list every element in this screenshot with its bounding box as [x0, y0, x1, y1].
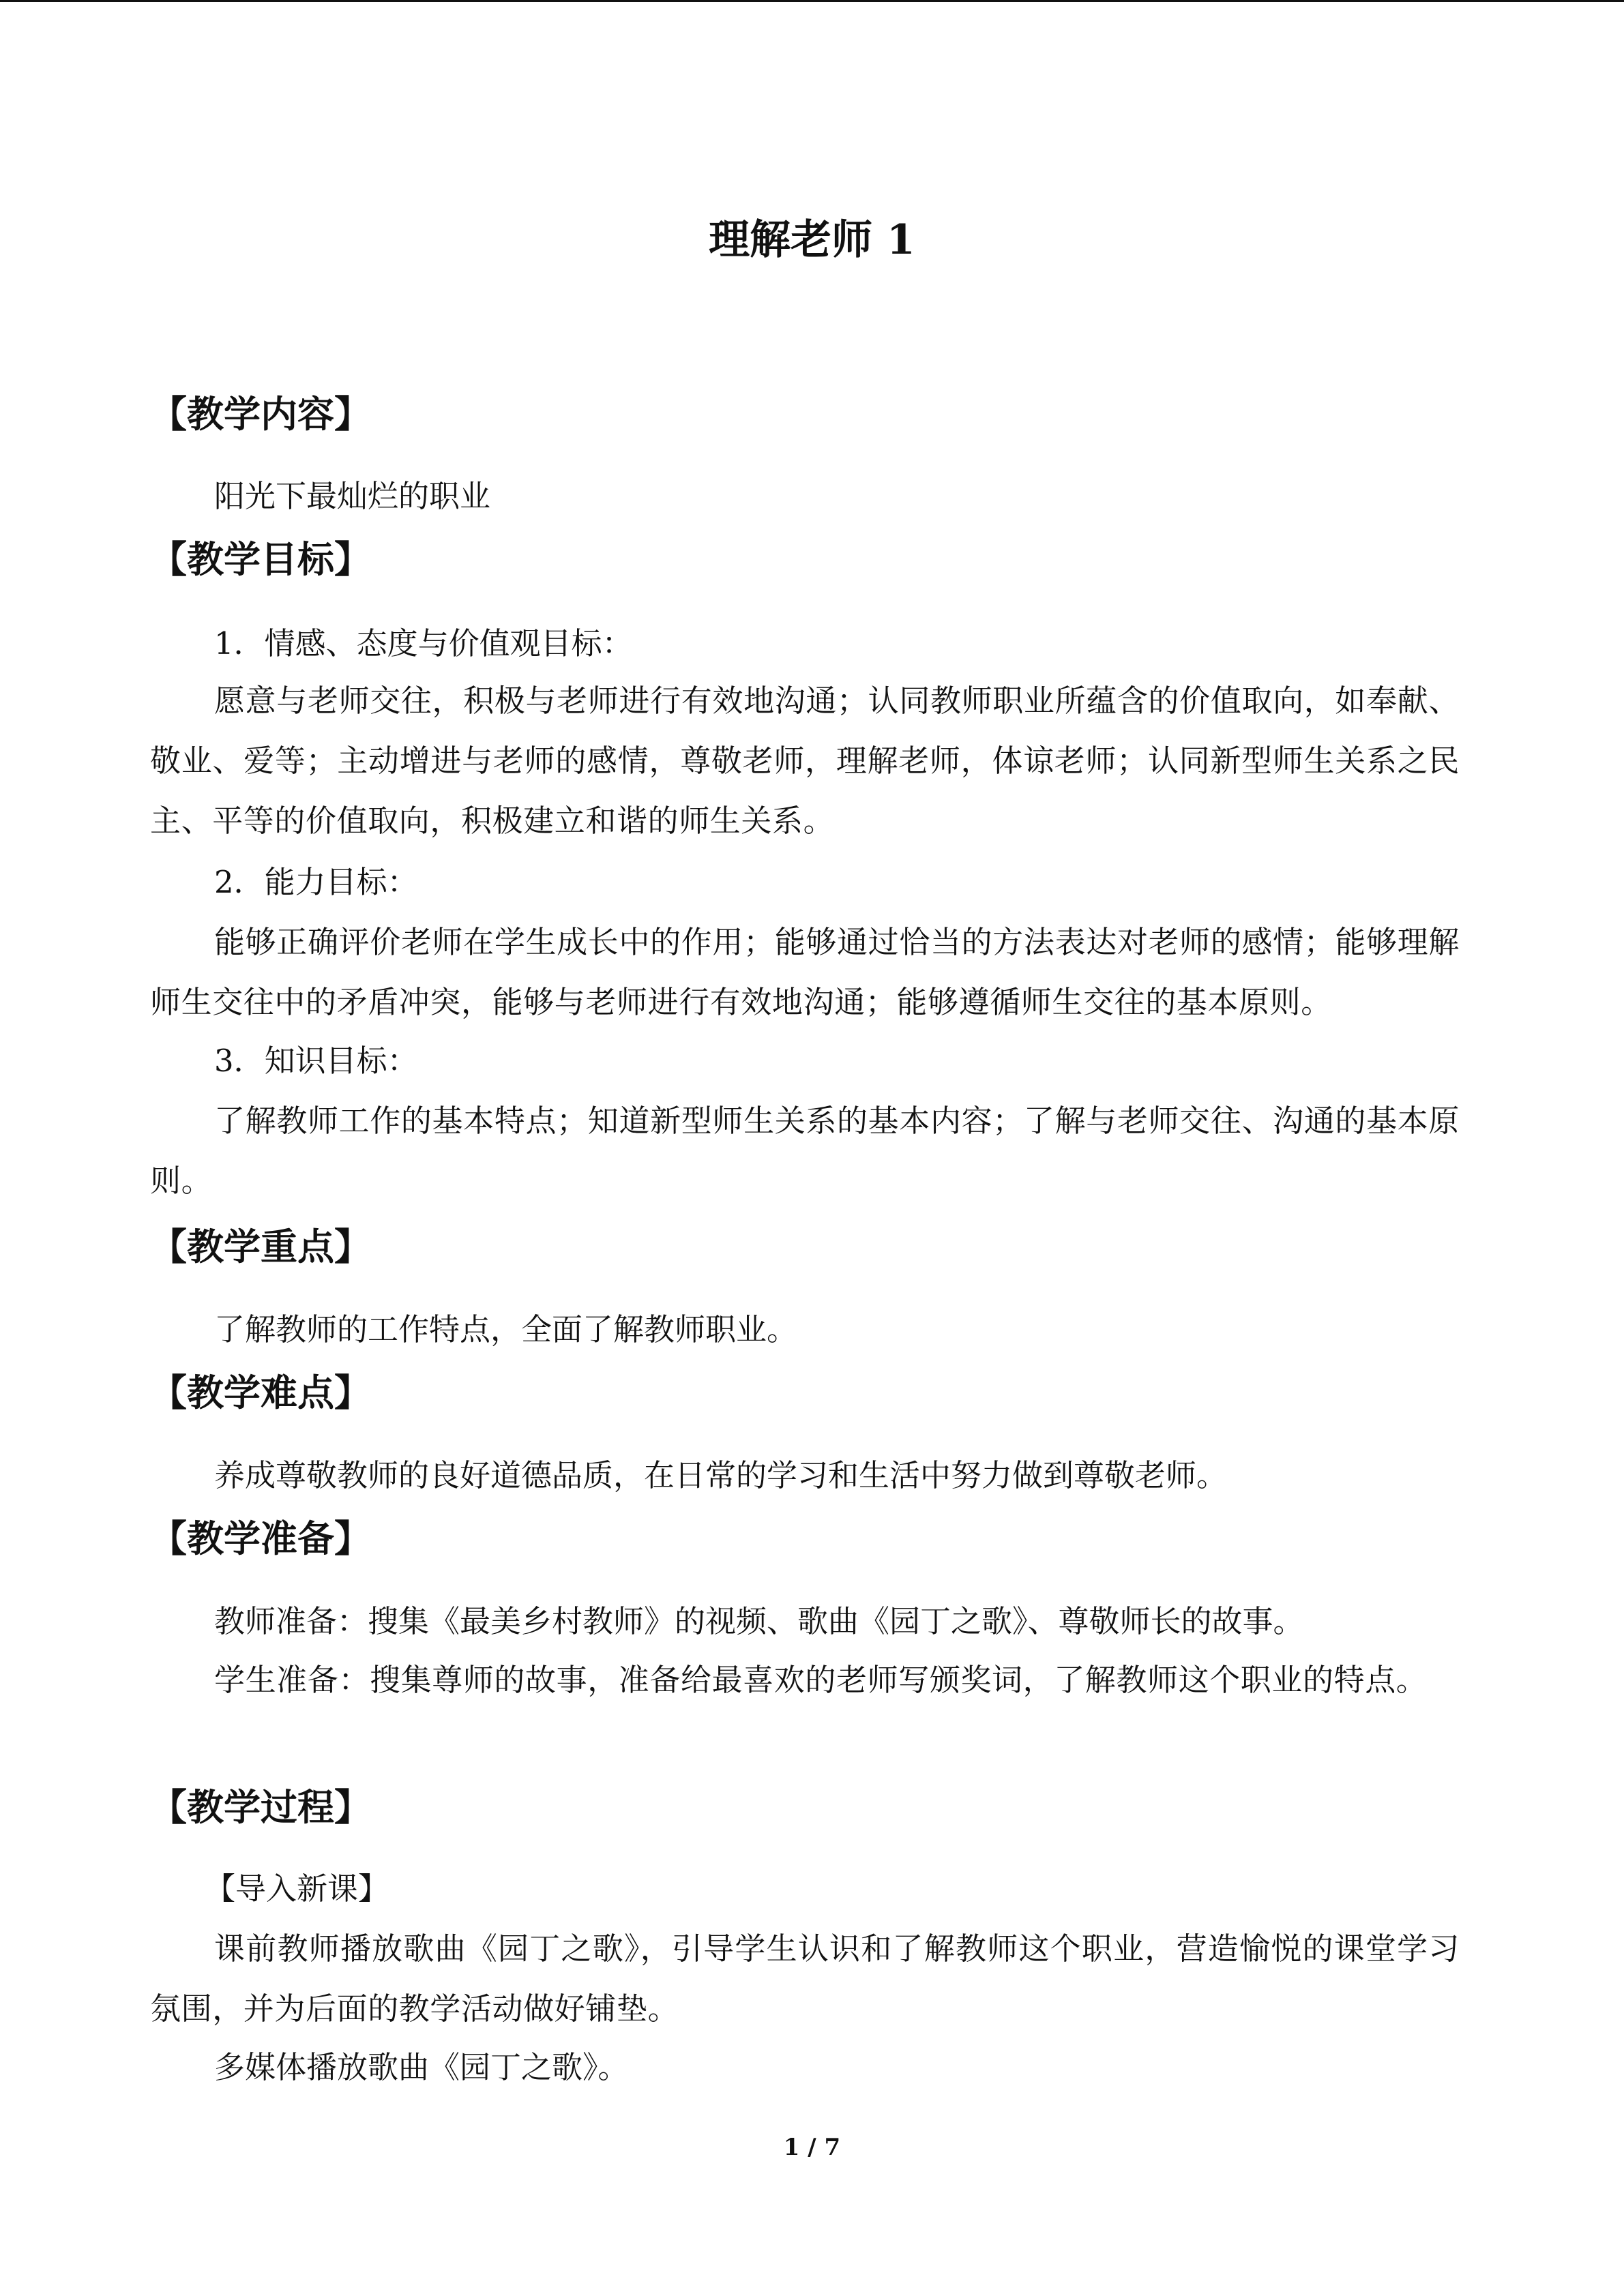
process-text-2: 多媒体播放歌曲《园丁之歌》。 [214, 2049, 629, 2085]
section-heading-difficulties: 【教学难点】 [150, 1371, 371, 1414]
objective-2-title: 2．能力目标： [214, 864, 418, 900]
objective-1-title: 1．情感、态度与价值观目标： [214, 625, 633, 661]
preparation-teacher: 教师准备：搜集《最美乡村教师》的视频、歌曲《园丁之歌》、尊敬师长的故事。 [214, 1603, 1304, 1639]
key-points-text: 了解教师的工作特点，全面了解教师职业。 [214, 1311, 798, 1347]
process-text-1: 课前教师播放歌曲《园丁之歌》，引导学生认识和了解教师这个职业，营造愉悦的课堂学习氛围，并为后面的教学活动做好铺垫。 [150, 1930, 1460, 2027]
section-heading-preparation: 【教学准备】 [150, 1517, 371, 1560]
content-text: 阳光下最灿烂的职业 [214, 478, 491, 514]
objective-1-text: 愿意与老师交往，积极与老师进行有效地沟通；认同教师职业所蕴含的价值取向，如奉献、敬业、爱等；主动增进与老师的感情，尊敬老师，理解老师，体谅老师；认同新型师生关系之民主、平等的价值取向，积极建立和谐的师生关系。 [150, 683, 1460, 839]
objective-2-text: 能够正确评价老师在学生成长中的作用；能够通过恰当的方法表达对老师的感情；能够理解师生交往中的矛盾冲突，能够与老师进行有效地沟通；能够遵循师生交往的基本原则。 [150, 924, 1460, 1020]
section-heading-objectives: 【教学目标】 [150, 537, 371, 581]
section-heading-process: 【教学过程】 [150, 1785, 371, 1829]
process-subheading: 【导入新课】 [205, 1870, 389, 1907]
preparation-student: 学生准备：搜集尊师的故事，准备给最喜欢的老师写颁奖词，了解教师这个职业的特点。 [214, 1662, 1428, 1698]
section-heading-content: 【教学内容】 [150, 392, 371, 436]
objective-3-text: 了解教师工作的基本特点；知道新型师生关系的基本内容；了解与老师交往、沟通的基本原则。 [150, 1103, 1460, 1199]
objective-3-title: 3．知识目标： [214, 1043, 418, 1079]
difficulties-text: 养成尊敬教师的良好道德品质，在日常的学习和生活中努力做到尊敬老师。 [214, 1457, 1228, 1493]
section-heading-key-points: 【教学重点】 [150, 1225, 371, 1268]
document-title: 理解老师 1 [709, 216, 915, 264]
page-indicator: 1 / 7 [783, 2134, 841, 2161]
